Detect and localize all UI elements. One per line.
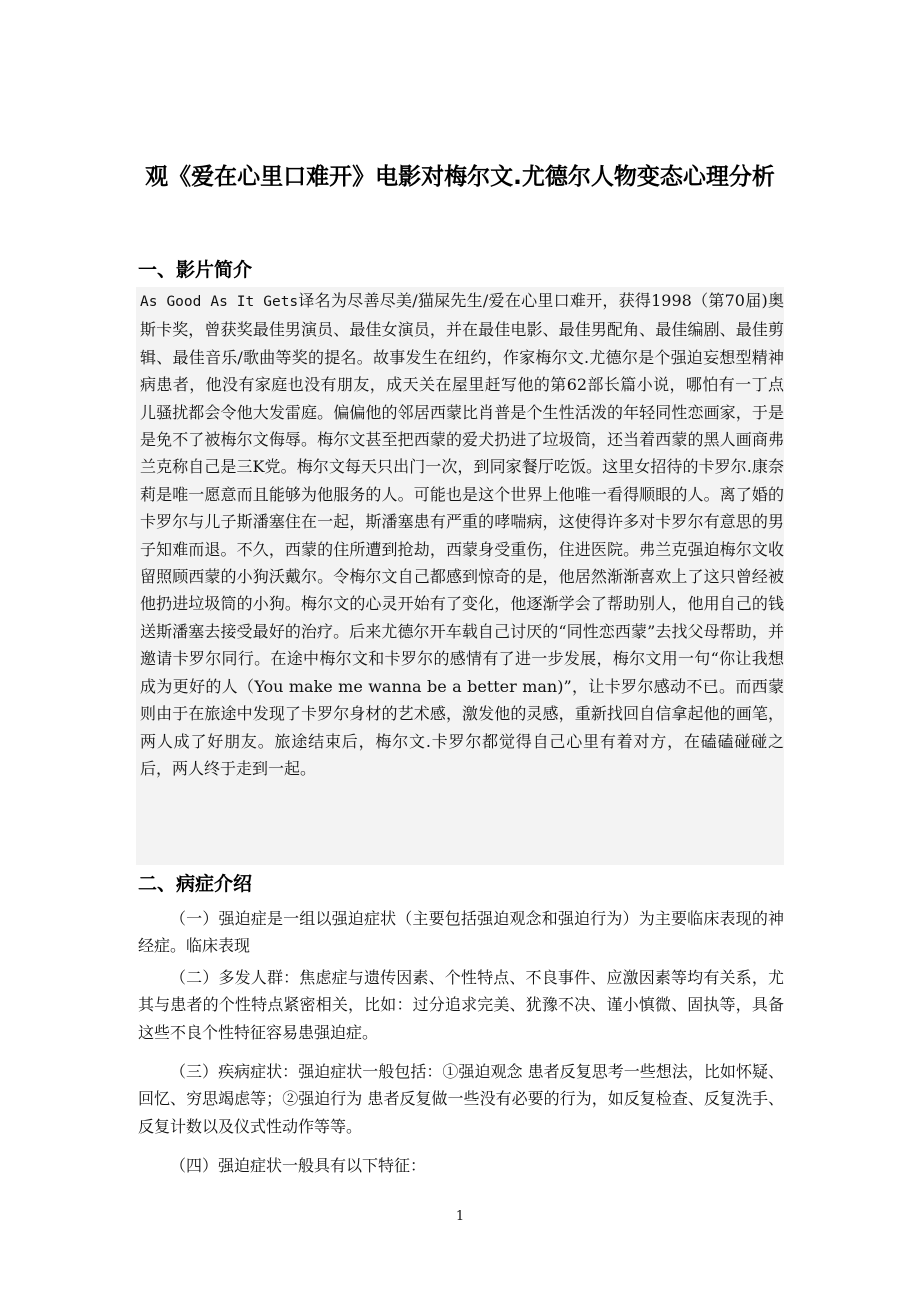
film-synopsis-text: 译名为尽善尽美/猫屎先生/爱在心里口难开，获得1998（第70届)奥斯卡奖，曾获奖最佳男演员、最佳女演员，并在最佳电影、最佳男配角、最佳编剧、最佳剪辑、最佳音乐/歌曲等奖的提名。故事发生在纽约，作家梅尔文.尤德尔是个强迫妄想型精神病患者，他没有家庭也没有朋友，成天关在屋里赶写他的第62部长篇小说，哪怕有一丁点儿骚扰都会令他大发雷庭。偏偏他的邻居西蒙比肖普是个生性活泼的年轻同性恋画家，于是是免不了被梅尔文侮辱。梅尔文甚至把西蒙的爱犬扔进了垃圾筒，还当着西蒙的黑人画商弗兰克称自己是三K党。梅尔文每天只出门一次，到同家餐厅吃饭。这里女招待的卡罗尔.康奈莉是唯一愿意而且能够为他服务的人。可能也是这个世界上他唯一看得顺眼的人。离了婚的卡罗尔与儿子斯潘塞住在一起，斯潘塞患有严重的哮喘病，这使得许多对卡罗尔有意思的男子知难而退。不久，西蒙的住所遭到抢劫，西蒙身受重伤，住进医院。弗兰克强迫梅尔文收留照顾西蒙的小狗沃戴尔。令梅尔文自己都感到惊奇的是，他居然渐渐喜欢上了这只曾经被他扔进垃圾筒的小狗。梅尔文的心灵开始有了变化，他逐渐学会了帮助别人，他用自己的钱送斯潘塞去接受最好的治疗。后来尤德尔开车载自己讨厌的“同性恋西蒙”去找父母帮助，并邀请卡罗尔同行。在途中梅尔文和卡罗尔的感情有了进一步发展，梅尔文用一句“你让我想成为更好的人（You make me wanna be a better man)”，让卡罗尔感动不已。而西蒙则由于在旅途中发现了卡罗尔身材的艺术感，激发他的灵感，重新找回自信拿起他的画笔，两人成了好朋友。旅途结束后，梅尔文.卡罗尔都觉得自己心里有着对方，在磕磕碰碰之后，两人终于走到一起。: [140, 291, 784, 778]
section-heading-symptoms: 二、病症介绍: [138, 873, 253, 895]
film-synopsis: [136, 287, 784, 865]
page-number: 1: [455, 1209, 465, 1224]
document-title: 观《爱在心里口难开》电影对梅尔文.尤德尔人物变态心理分析: [145, 164, 775, 190]
paragraph-symptoms: （三）疾病症状：强迫症状一般包括：①强迫观念 患者反复思考一些想法，比如怀疑、回忆、穷思竭虑等；②强迫行为 患者反复做一些没有必要的行为，如反复检查、反复洗手、反复计数以及仪式性动作等等。: [138, 1062, 784, 1136]
section-heading-film-intro: 一、影片简介: [138, 259, 253, 281]
paragraph-features: （四）强迫症状一般具有以下特征：: [170, 1156, 427, 1175]
paragraph-definition: （一）强迫症是一组以强迫症状（主要包括强迫观念和强迫行为）为主要临床表现的神经症。临床表现: [138, 909, 784, 956]
paragraph-susceptible-groups: （二）多发人群：焦虑症与遗传因素、个性特点、不良事件、应激因素等均有关系，尤其与患者的个性特点紧密相关，比如：过分追求完美、犹豫不决、谨小慎微、固执等，具备这些不良个性特征容易患强迫症。: [138, 968, 784, 1042]
film-original-title: As Good As It Gets: [140, 294, 299, 310]
